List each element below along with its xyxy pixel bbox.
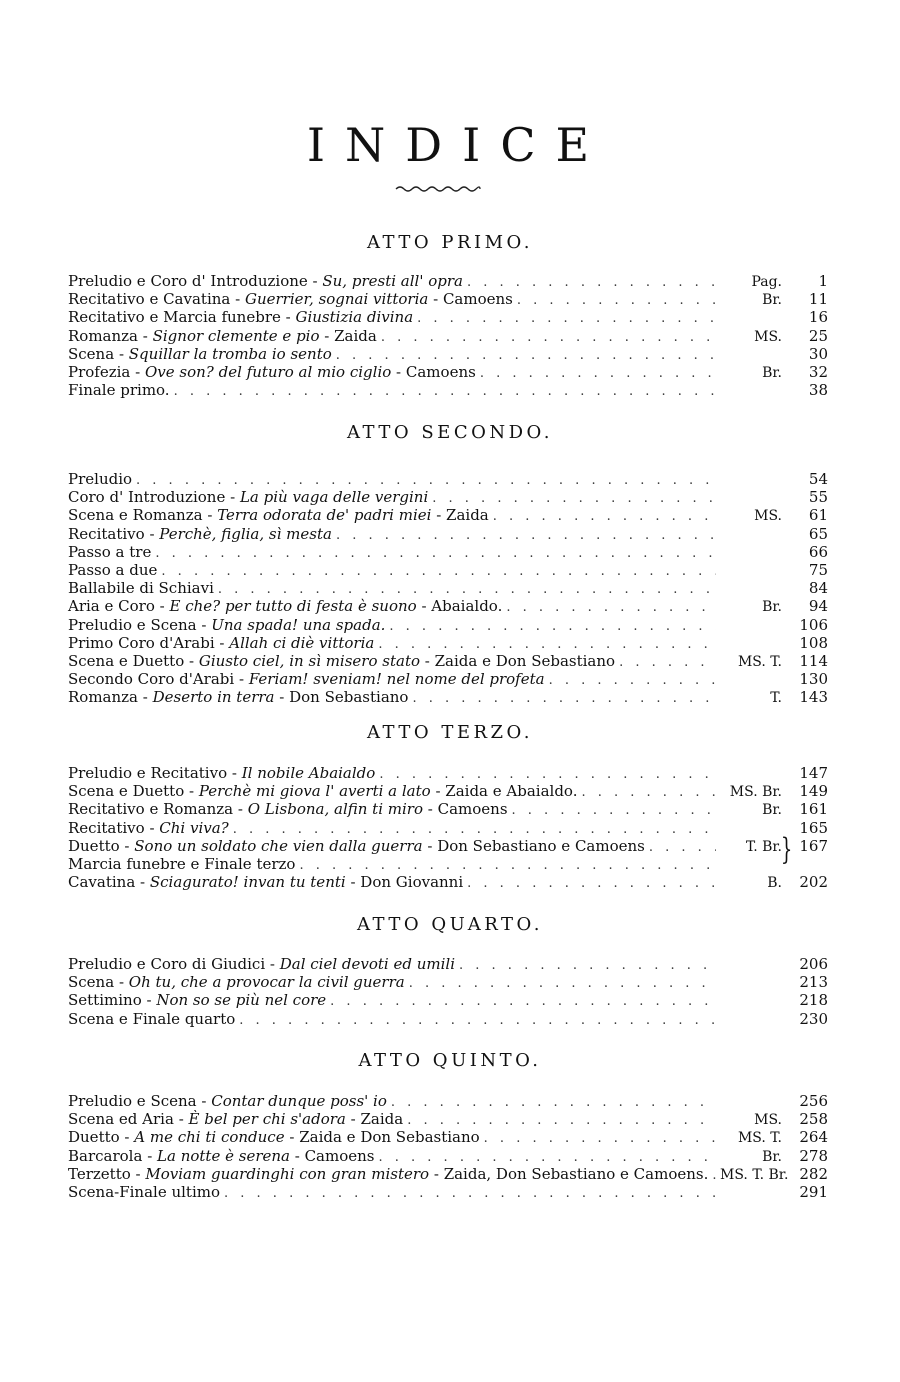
entry-page-number: 165 [799,818,828,837]
entry-leader-dots [484,1130,716,1148]
toc-entry [68,1147,828,1165]
entry-voice: MS. T. [737,1130,782,1147]
entry-voice: Br. [762,599,782,616]
entry-leader-dots [417,310,716,328]
entry-title: Scena e Duetto [68,651,185,670]
entry-title: Recitativo e Marcia funebre [68,308,281,327]
entry-title: Primo Coro d'Arabi [68,633,215,652]
entry-list [68,1092,828,1201]
entry-leader-dots [506,599,716,617]
entry-page-number: 147 [799,764,828,782]
entry-page-number: 258 [799,1110,828,1129]
entry-page-number: 143 [799,688,828,707]
entry-leader-dots [381,329,716,347]
toc-entry [68,579,828,597]
entry-voice: Br. [762,1148,782,1165]
entry-page-number: 213 [799,973,828,992]
entry-page-number: 206 [799,955,828,973]
entry-title: Cavatina [68,873,136,892]
entry-title: Preludio e Scena [68,1092,197,1110]
entry-excerpt: Sciagurato! invan tu tenti [149,873,346,892]
entry-dash: - [114,973,129,992]
entry-dash: - [184,651,199,670]
toc-entry [68,634,828,652]
entry-page-number: 202 [799,873,828,892]
entry-page-number: 278 [799,1146,828,1165]
entry-title: Coro d' Introduzione [68,488,226,507]
entry-voice: MS. [754,508,782,525]
entry-dash: - [423,800,438,819]
entry-title: Terzetto [68,1164,131,1183]
entry-dash: - [196,615,212,634]
entry-leader-dots [409,975,716,993]
entry-leader-dots [224,1185,716,1203]
entry-character: Zaida [334,326,377,345]
entry-page-number: 25 [808,326,828,345]
entry-page-number: 108 [799,633,828,652]
entry-leader-dots [389,618,716,636]
entry-list [68,764,828,891]
toc-entry [68,616,828,634]
toc-entry [68,597,828,615]
entry-dash: - [230,290,245,309]
entry-dash: - [202,506,218,525]
toc-entry [68,470,828,488]
entry-page-number: 55 [808,488,828,507]
entry-title: Scena-Finale ultimo [68,1182,221,1201]
entry-voice: MS. Br. [729,784,782,801]
entry-excerpt: Dal ciel devoti ed umili [279,955,456,973]
toc-entry [68,800,828,818]
entry-page-number: 282 [799,1164,828,1183]
entry-page-number: 94 [808,597,828,616]
entry-leader-dots [581,784,716,802]
entry-excerpt: Perchè, figlia, sì mesta [159,524,332,543]
page-title: INDICE [306,118,610,172]
entry-dash: - [141,991,157,1010]
toc-entry [68,308,828,326]
entry-excerpt: Perchè mi giova l' averti a lato [198,782,431,801]
entry-excerpt: Giustizia divina [295,308,414,327]
entry-leader-dots [480,365,716,383]
entry-page-number: 65 [808,524,828,543]
entry-character: Don Giovanni [360,873,464,892]
entry-dash: - [227,764,242,782]
entry-excerpt: Squillar la tromba io sento [128,344,332,363]
entry-title: Profezia [68,362,131,381]
entry-excerpt: Moviam guardinghi con gran mistero [145,1164,430,1183]
entry-leader-dots [493,508,716,526]
entry-page-number: 114 [799,651,828,670]
entry-excerpt: È bel per chi s'adora [188,1110,346,1129]
entry-character: Camoens [442,290,513,309]
entry-title: Passo a due [68,560,158,579]
entry-dash: - [422,836,438,855]
entry-page-number: 30 [808,344,828,363]
entry-page-number: 11 [808,290,828,309]
entry-title: Romanza [68,688,138,707]
entry-title: Romanza [68,326,138,345]
entry-page-number: 218 [799,991,828,1010]
entry-dash: - [173,1110,189,1129]
entry-voice: MS. [754,328,782,345]
entry-character: Camoens [437,800,508,819]
entry-title: Preludio e Coro di Giudici [68,955,266,973]
toc-entry [68,272,828,290]
act-heading: ATTO QUINTO. [358,1050,542,1071]
toc-entry [68,782,828,800]
entry-voice: MS. T. [737,653,782,670]
entry-excerpt: Signor clemente e pio [152,326,320,345]
entry-title: Recitativo [68,524,145,543]
entry-page-number: 54 [808,470,828,488]
entry-title: Preludio [68,470,133,488]
entry-dash: - [319,326,335,345]
entry-leader-dots [155,545,716,563]
act-heading: ATTO SECONDO. [347,422,553,443]
toc-entry [68,973,828,991]
entry-voice: MS. T. Br. [720,1166,789,1183]
entry-excerpt: Deserto in terra [152,688,275,707]
entry-excerpt: Giusto ciel, in sì misero stato [198,651,420,670]
entry-excerpt: La notte è serena [157,1146,290,1165]
entry-dash: - [196,1092,212,1110]
entry-page-number: 161 [799,800,828,819]
entry-character: Don Sebastiano [289,688,409,707]
brace-bracket: } [780,831,793,867]
entry-dash: - [138,326,153,345]
entry-leader-dots [467,875,716,893]
entry-character: Zaida e Abaialdo. [445,782,578,801]
entry-page-number: 61 [808,506,828,525]
entry-title: Secondo Coro d'Arabi [68,670,235,689]
entry-page-number: 106 [799,615,828,634]
toc-entry [68,561,828,579]
entry-title: Scena ed Aria [68,1110,174,1129]
entry-leader-dots [412,690,716,708]
entry-title: Scena e Romanza [68,506,203,525]
entry-dash: - [429,1164,444,1183]
entry-dash: - [135,873,150,892]
entry-character: Don Sebastiano e Camoens [437,836,645,855]
entry-leader-dots [549,672,716,690]
entry-character: Camoens [304,1146,375,1165]
entry-leader-dots [330,993,716,1011]
toc-entry [68,1128,828,1146]
entry-dash: - [345,873,361,892]
entry-dash: - [130,362,145,381]
toc-entry [68,955,828,973]
toc-entry [68,688,828,706]
entry-list [68,470,828,706]
entry-excerpt: Sono un soldato che vien dalla guerra [134,836,423,855]
toc-entry [68,345,828,363]
entry-excerpt: Oh tu, che a provocar la civil guerra [128,973,405,992]
entry-excerpt: Feriam! sveniam! nel nome del profeta [248,670,545,689]
entry-dash: - [431,506,447,525]
toc-entry [68,1092,828,1110]
entry-dash: - [144,818,160,837]
entry-character: Zaida, Don Sebastiano e Camoens. [443,1164,709,1183]
entry-dash: - [265,955,280,973]
entry-excerpt: Guerrier, sognai vittoria [244,290,429,309]
toc-entry [68,1010,828,1028]
entry-dash: - [420,651,435,670]
entry-dash: - [119,836,135,855]
toc-entry [68,991,828,1009]
toc-entry [68,327,828,345]
entry-dash: - [154,597,170,616]
entry-dash: - [428,290,443,309]
entry-title: Aria e Coro [68,597,155,616]
entry-page-number: 256 [799,1092,828,1110]
entry-dash: - [289,1146,305,1165]
entry-character: Camoens [405,362,476,381]
entry-voice: T. [770,690,782,707]
toc-entry [68,290,828,308]
entry-leader-dots [517,292,716,310]
entry-title: Preludio e Coro d' Introduzione [68,272,308,290]
entry-title: Barcarola [68,1146,143,1165]
entry-excerpt: Allah ci diè vittoria [229,633,375,652]
entry-excerpt: Non so se più nel core [156,991,327,1010]
entry-dash: - [138,688,153,707]
act-heading: ATTO QUARTO. [357,914,543,935]
entry-voice: Br. [762,802,782,819]
entry-page-number: 1 [818,272,828,290]
entry-page-number: 66 [808,542,828,561]
entry-title: Duetto [68,1128,120,1147]
entry-character: Zaida e Don Sebastiano [299,1128,480,1147]
entry-excerpt: Su, presti all' opra [322,272,463,290]
toc-entry [68,819,828,837]
entry-title: Recitativo e Cavatina [68,290,231,309]
entry-title: Settimino [68,991,142,1010]
entry-leader-dots [712,1167,716,1185]
entry-excerpt: Ove son? del futuro al mio ciglio [144,362,392,381]
toc-entry [68,363,828,381]
toc-entry [68,525,828,543]
entry-dash: - [430,782,446,801]
entry-excerpt: A me chi ti conduce [134,1128,285,1147]
entry-dash: - [130,1164,146,1183]
entry-excerpt: Chi viva? [159,818,229,837]
entry-character: Zaida [360,1110,404,1129]
entry-title: Duetto [68,836,120,855]
entry-dash: - [225,488,240,507]
entry-title: Preludio e Recitativo [68,764,228,782]
act-heading: ATTO PRIMO. [367,232,533,253]
entry-dash: - [280,308,296,327]
entry-leader-dots [459,957,716,975]
entry-page-number: 149 [799,782,828,801]
entry-character: Zaida [446,506,489,525]
entry-voice: T. Br. [745,838,782,855]
entry-leader-dots [512,802,716,820]
entry-dash: - [416,597,432,616]
entry-page-number: 75 [808,560,828,579]
entry-dash: - [391,362,406,381]
entry-excerpt: Il nobile Abaialdo [241,764,376,782]
entry-excerpt: O Lisbona, alfin ti miro [247,800,423,819]
entry-page-number: 32 [808,362,828,381]
toc-entry [68,488,828,506]
entry-leader-dots [649,839,716,857]
entry-voice: B. [767,875,782,892]
entry-dash: - [214,633,230,652]
entry-dash: - [119,1128,135,1147]
entry-dash: - [142,1146,158,1165]
entry-dash: - [284,1128,300,1147]
entry-dash: - [184,782,199,801]
entry-excerpt: Una spada! una spada. [211,615,386,634]
entry-page-number: 230 [799,1009,828,1028]
entry-title: Scena [68,344,115,363]
entry-voice: MS. [754,1112,782,1129]
entry-title: Scena [68,973,115,992]
entry-title: Recitativo e Romanza [68,800,234,819]
entry-dash: - [114,344,129,363]
toc-entry [68,855,828,873]
toc-entry [68,652,828,670]
entry-page-number: 291 [799,1182,828,1201]
entry-dash: - [234,670,249,689]
entry-voice: Br. [762,364,782,381]
entry-excerpt: La più vaga delle vergini [239,488,429,507]
title-flourish-ornament [394,184,482,194]
toc-entry [68,506,828,524]
entry-title: Finale primo. [68,381,170,400]
toc-entry [68,764,828,782]
entry-dash: - [307,272,323,290]
entry-page-number: 167 [799,836,828,855]
entry-title: Scena e Finale quarto [68,1009,236,1028]
entry-voice: Br. [762,292,782,309]
entry-title: Preludio e Scena [68,615,197,634]
entry-page-number: 38 [808,381,828,400]
entry-excerpt: E che? per tutto di festa è suono [169,597,417,616]
entry-leader-dots [619,654,716,672]
entry-dash: - [233,800,248,819]
entry-voice: Pag. [751,274,782,290]
entry-title: Passo a tre [68,542,152,561]
entry-title: Scena e Duetto [68,782,185,801]
entry-list [68,955,828,1028]
entry-title: Ballabile di Schiavi [68,579,214,598]
entry-title: Recitativo [68,818,145,837]
entry-character: Zaida e Don Sebastiano [434,651,616,670]
entry-leader-dots [239,1012,716,1030]
entry-excerpt: Terra odorata de' padri miei [217,506,432,525]
toc-entry [68,543,828,561]
entry-character: Abaialdo. [431,597,503,616]
toc-entry [68,1110,828,1128]
entry-page-number: 264 [799,1128,828,1147]
entry-leader-dots [336,527,716,545]
entry-leader-dots [391,1094,716,1112]
toc-entry [68,1183,828,1201]
entry-page-number: 16 [808,308,828,327]
entry-page-number: 130 [799,670,828,689]
toc-entry [68,381,828,399]
act-heading: ATTO TERZO. [367,722,533,743]
toc-entry [68,670,828,688]
toc-entry [68,873,828,891]
entry-leader-dots [174,383,716,401]
entry-dash: - [144,524,160,543]
entry-leader-dots [161,563,716,581]
entry-title: Marcia funebre e Finale terzo [68,854,296,873]
entry-page-number: 84 [808,579,828,598]
entry-excerpt: Contar dunque poss' io [211,1092,387,1110]
entry-dash: - [274,688,290,707]
entry-list [68,272,828,399]
entry-dash: - [345,1110,361,1129]
toc-entry [68,837,828,855]
toc-entry [68,1165,828,1183]
